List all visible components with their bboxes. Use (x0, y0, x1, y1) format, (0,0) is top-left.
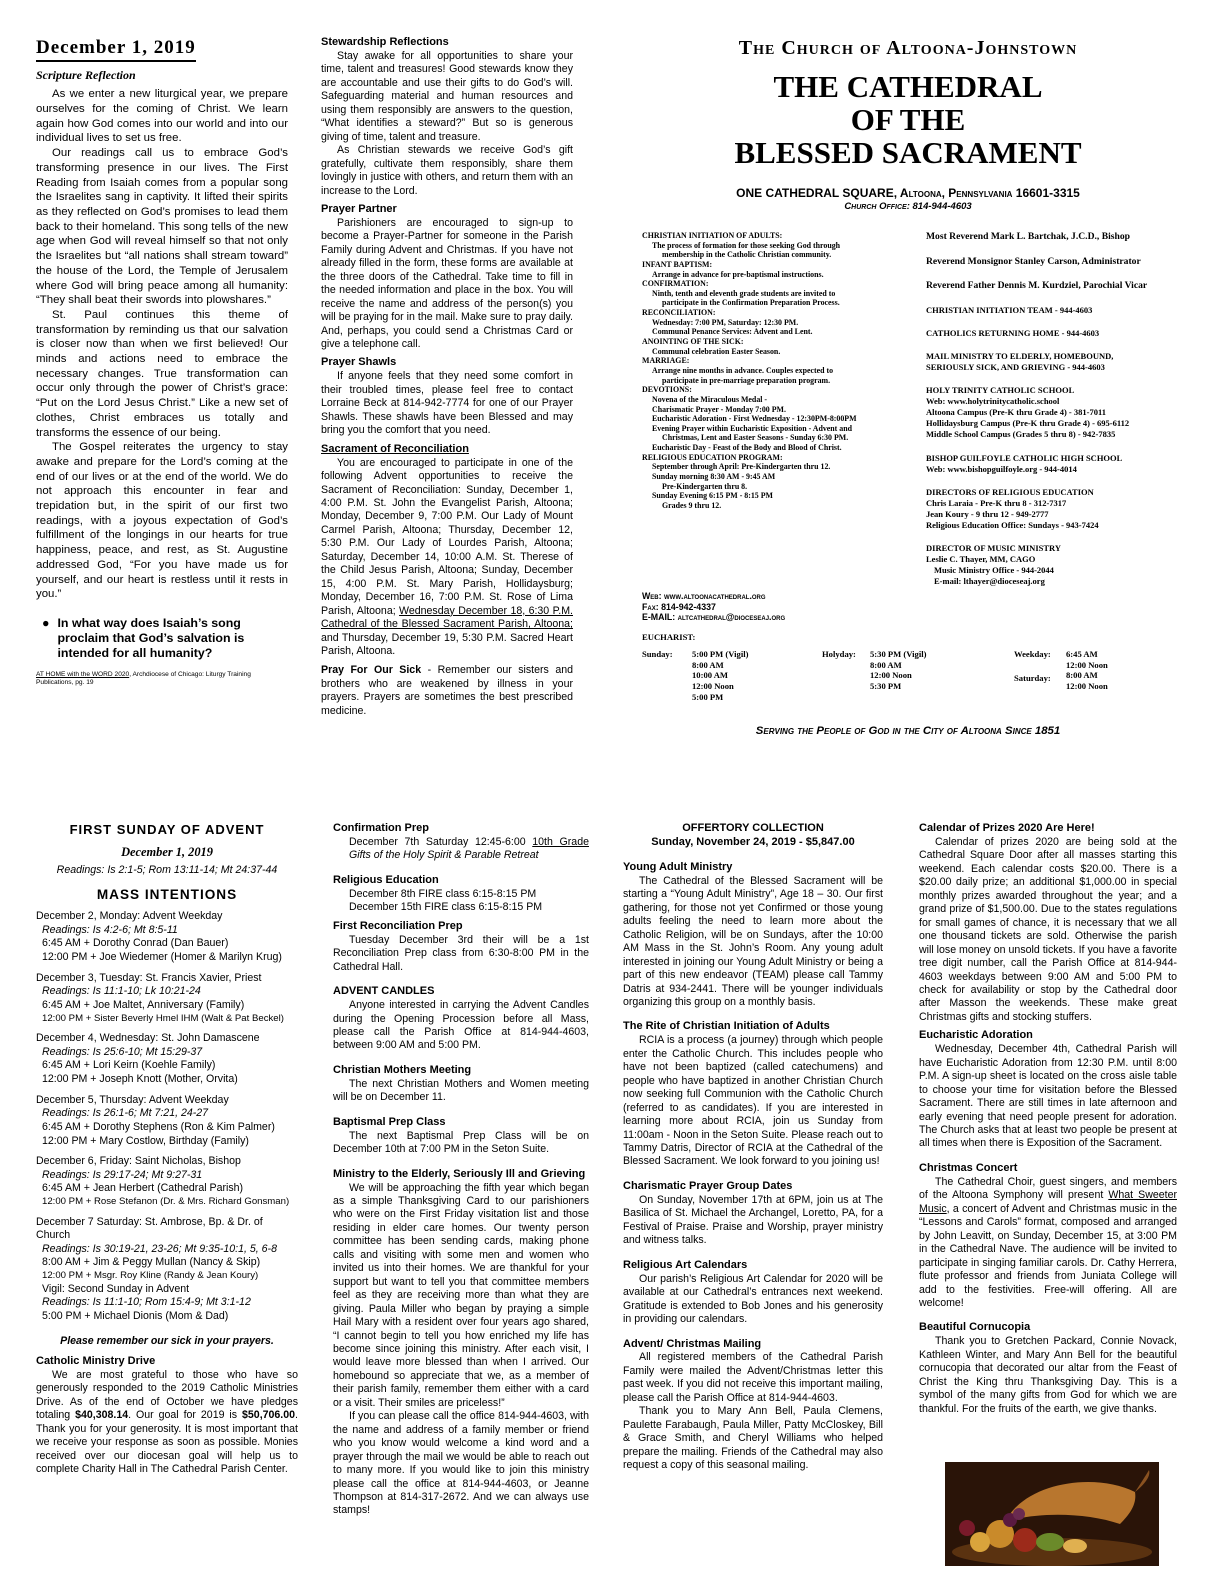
contact-line: HOLY TRINITY CATHOLIC SCHOOL (926, 385, 1075, 396)
sacrament-line: Communal celebration Easter Season. (652, 346, 781, 356)
contact-group (926, 328, 1188, 339)
intention-day (36, 1155, 298, 1208)
masthead (628, 36, 1188, 213)
clergy-vicar: Reverend Father Dennis M. Kurdziel, Parochial Vicar (926, 280, 1148, 292)
rcia-heading: The Rite of Christian Initiation of Adults (623, 1020, 830, 1033)
sacrament-line: Arrange in advance for pre-baptismal instructions. (652, 269, 824, 279)
citation-text: , Archdiocese of Chicago: Liturgy Training Publications, pg. 19 (36, 670, 251, 687)
advent-candles-text: Anyone interested in carrying the Advent Candles during the Opening Procession before all Mass, please call the Parish Office at 814-944-4603, between 9:00 AM and 5:00 PM. (333, 999, 589, 1052)
first-reconciliation-heading: First Reconciliation Prep (333, 919, 463, 932)
reconciliation-text-b: and Thursday, December 19, 5:30 P.M. Sacred Heart Parish, Altoona. (321, 631, 573, 657)
mass-time: 8:00 AM (692, 659, 724, 670)
reconciliation-text (321, 457, 573, 659)
contact-list (926, 305, 1188, 587)
intention-entry: 5:00 PM + Michael Dionis (Mom & Dad) (42, 1309, 229, 1322)
mailing-text: All registered members of the Cathedral Parish Family were mailed the Advent/Christmas letter this past week. If you did not receive this important mailing, please call the Parish Office at 814-944-4603. (623, 1351, 883, 1404)
sacrament-line: Evening Prayer within Eucharistic Exposition - Advent and (652, 423, 852, 433)
intention-entry: 12:00 PM + Mary Costlow, Birthday (Family) (42, 1134, 249, 1147)
intention-day-title: December 4, Wednesday: St. John Damascene (36, 1031, 260, 1044)
sacrament-line: Eucharistic Adoration - First Wednesday - 12:30PM-8:00PM (652, 414, 857, 424)
contact-line: Web: www.bishopguilfoyle.org - 944-4014 (926, 463, 1077, 474)
advent-readings: Readings: Is 2:1-5; Rom 13:11-14; Mt 24:37-44 (56, 864, 278, 877)
intention-entry: 12:00 PM + Joseph Knott (Mother, Orvita) (42, 1072, 238, 1085)
christian-mothers-text: The next Christian Mothers and Women meeting will be on December 11. (333, 1077, 589, 1104)
conf-retreat: Gifts of the Holy Spirit & Parable Retreat (349, 849, 539, 862)
intention-entry: 6:45 AM + Dorothy Conrad (Dan Bauer) (42, 937, 229, 950)
intention-day (36, 910, 298, 965)
intention-entry: 6:45 AM + Jean Herbert (Cathedral Parish) (42, 1182, 244, 1195)
fax-number: Fax: 814-942-4337 (642, 601, 716, 612)
events-column (919, 822, 1177, 1416)
rcia-text: RCIA is a process (a journey) through which people enter the Catholic Church. This includes people who have not been baptized (called catechumens) and people who have baptized in another Christian Church now seeking full Communion with the Catholic Church (referred to as candidates). If you are interested in learning more about RCIA, join us Sunday from 11:00am - Noon in the Seton Suite. Please reach out to Tammy Datris, Director of RCIA at the Cathedral of the Blessed Sacrament. We look forward to you joining us! (623, 1034, 883, 1168)
intention-entry: 12:00 PM + Rose Stefanon (Dr. & Mrs. Richard Gonsman) (42, 1196, 290, 1208)
sacrament-line: Novena of the Miraculous Medal - (652, 394, 768, 404)
website-link[interactable]: Web: www.altoonacathedral.org (642, 591, 766, 601)
concert-title: What Sweeter Music (919, 1189, 1177, 1215)
holyday-label: Holyday: (822, 648, 856, 659)
sacrament-line: Arrange nine months in advance. Couples expected to (652, 365, 834, 375)
stewardship-heading: Stewardship Reflections (321, 36, 449, 48)
young-adult-text: The Cathedral of the Blessed Sacrament will be starting a “Young Adult Ministry”, Age 18 – 30. Our first gathering, for those not yet Confirmed or those young adults feeling the need to learn more about the Catholic Religion, will be on Sundays, after the 10:00 AM Mass in the St. John’s Room. Any young adult interested in joining our Young Adult Ministry or being a part of this new endeavor (TEAM) please call Tammy Datris at 934-2441. There will be younger individuals organizing this group on a monthly basis. (623, 874, 883, 1008)
sacrament-line: Sunday Evening 6:15 PM - 8:15 PM (652, 491, 773, 501)
intention-entry: Readings: Is 11:1-10; Rom 15:4-9; Mt 3:1-12 (42, 1296, 251, 1309)
offertory-amount: Sunday, November 24, 2019 - $5,847.00 (651, 835, 855, 848)
intention-readings: Readings: Is 25:6-10; Mt 15:29-37 (42, 1045, 203, 1058)
religious-ed-heading: Religious Education (333, 873, 439, 886)
bulletin-date-heading: December 1, 2019 (36, 36, 196, 62)
clergy-bishop: Most Reverend Mark L. Bartchak, J.C.D., Bishop (926, 231, 1130, 242)
contact-line: Altoona Campus (Pre-K thru Grade 4) - 381-7011 (926, 407, 1106, 418)
citation (36, 671, 288, 688)
sacrament-line: DEVOTIONS: (642, 385, 692, 395)
intention-entry: 8:00 AM + Jim & Peggy Mullan (Nancy & Skip) (42, 1256, 261, 1269)
mass-time: 12:00 Noon (1066, 681, 1108, 692)
art-calendars-text: Our parish’s Religious Art Calendar for 2020 will be available at our Cathedral’s entrances next weekend. Gratitude is extended to Bob Jones and his generosity in providing our calendars. (623, 1272, 883, 1326)
contact-line: DIRECTOR OF MUSIC MINISTRY (926, 542, 1062, 553)
weekday-label: Weekday: (1014, 648, 1051, 659)
mass-intentions-column (36, 822, 298, 1477)
sacrament-line: September through April: Pre-Kindergarten thru 12. (652, 462, 831, 472)
sacrament-line: The process of formation for those seeking God through (652, 240, 841, 250)
offertory-column (623, 822, 883, 1473)
cornucopia-heading: Beautiful Cornucopia (919, 1321, 1031, 1334)
charismatic-text: On Sunday, November 17th at 6PM, join us at The Basilica of St. Michael the Archangel, Loretto, PA, for a Festival of Praise. Praise and Worship, prayer ministry and witness talks. (623, 1193, 883, 1247)
intention-entry: 6:45 AM + Dorothy Stephens (Ron & Kim Palmer) (42, 1120, 275, 1133)
prayer-shawls-text: If anyone feels that they need some comfort in their troubled times, please feel free to contact Lorraine Beck at 814-942-7774 for one of our Prayer Shawls. These shawls have been Blessed and may bring you the comfort that you need. (321, 370, 573, 437)
citation-link[interactable]: AT HOME with the WORD 2020 (36, 670, 130, 678)
sacrament-line: Sunday morning 8:30 AM - 9:45 AM (652, 472, 776, 482)
intention-readings: Readings: Is 4:2-6; Mt 8:5-11 (42, 923, 178, 936)
contact-group (926, 305, 1188, 316)
sunday-label: Sunday: (642, 648, 673, 659)
intention-readings: Readings: Is 11:1-10; Lk 10:21-24 (42, 985, 201, 998)
sacrament-line: Pre-Kindergarten thru 8. (662, 481, 748, 491)
cathedral-title (628, 71, 1188, 170)
ministry-drive-heading: Catholic Ministry Drive (36, 1354, 156, 1367)
sacrament-line: participate in pre-marriage preparation program. (662, 375, 831, 385)
intention-entry: 6:45 AM + Joe Maltet, Anniversary (Family) (42, 998, 245, 1011)
intention-entry: Vigil: Second Sunday in Advent (42, 1282, 190, 1295)
title-line: THE CATHEDRAL (773, 69, 1043, 105)
concert-text-b: , a concert of Advent and Christmas music in the “Lessons and Carols” format, composed and arranged by John Leavitt, on Sunday, December 15, at 3:00 PM in the Cathedral Nave. The audience will be invited to participate in singing familiar carols. Dr. Cathy Herrera, flute professor and friends from Juniata College will add to the festivities. Free-will offering. All are welcome! (919, 1202, 1177, 1309)
prizes-heading: Calendar of Prizes 2020 Are Here! (919, 822, 1095, 834)
mass-time: 12:00 Noon (1066, 659, 1108, 670)
scripture-reflection-heading: Scripture Reflection (36, 68, 136, 83)
intention-readings: Readings: Is 30:19-21, 23-26; Mt 9:35-10:1, 5, 6-8 (42, 1242, 277, 1255)
offertory-heading: OFFERTORY COLLECTION (682, 822, 824, 834)
eucharist-schedule (642, 632, 1188, 703)
cmd-text-b: . Our goal for 2019 is (128, 1409, 243, 1422)
prayer-partner-text: Parishioners are encouraged to sign-up to become a Prayer-Partner for someone in the Parish Family during Advent and Christmas. If you have not already filled in the form, these forms are available at the three doors of the Cathedral. Take time to fill in the needed information and place in the box. You will receive the name and address of the person(s) you will be praying for in the mail. Make sure to pray daily. And, perhaps, you could send a Christmas Card or give a telephone call. (321, 216, 573, 350)
elderly-ministry-text: We will be approaching the fifth year which began as a simple Thanksgiving Card to our parishioners who were on the First Friday visitation list and those residing in elder care homes. Our twenty person committee has been sending cards, making phone calls and visiting with some men and women who invited us into their homes. We are thankful for your support but want to tell you that committee members feel as they are receiving more than what they are giving. Paula Miller who began by praying a simple Hail Mary with a resident over four years ago shared, “I cannot begin to tell you how enriched my life has become since joining this ministry. After each visit, I would leave more blessed than when I arrived. Our homebound so appreciate that we, as a member of their parish family, remember them either with a card or a visit. Their smiles are priceless!” (333, 1181, 589, 1409)
baptismal-prep-heading: Baptismal Prep Class (333, 1115, 446, 1128)
contact-group (926, 385, 1188, 440)
announcements-column-top (321, 36, 573, 718)
eucharist-label: EUCHARIST: (642, 632, 696, 642)
mass-time: 5:00 PM (Vigil) (692, 648, 749, 659)
web-contact (642, 591, 902, 623)
sacrament-line: CONFIRMATION: (642, 279, 709, 289)
ministry-drive-text (36, 1369, 298, 1477)
reflection-paragraph: As we enter a new liturgical year, we prepare ourselves for the coming of Christ. We learn again how God comes into our world and into our individual lives to set us free. (36, 88, 288, 145)
reconciliation-text-a: You are encouraged to participate in one of the following Advent opportunities to receive the Sacrament of Reconciliation: Sunday, December 1, 4:00 P.M. St. John the Evangelist Parish, Altoona; Monday, December 9, 7:00 P.M. Our Lady of Mount Carmel Parish, Altoona; Thursday, December 12, 5:30 P.M. Our Lady of Lourdes Parish, Altoona; Saturday, December 14, 10:00 A.M. St. Therese of the Child Jesus Parish, Altoona; Sunday, December 15, 4:00 P.M. St. Mary Parish, Hollidaysburg; Monday, December 16, 7:00 P.M. St. Rose of Lima Parish, Altoona; (321, 456, 573, 617)
office-phone: Church Office: 814-944-4603 (844, 201, 972, 213)
contact-line: DIRECTORS OF RELIGIOUS EDUCATION (926, 486, 1094, 497)
baptismal-prep-text: The next Baptismal Prep Class will be on December 10th at 7:00 PM in the Seton Suite. (333, 1129, 589, 1156)
intention-readings: Readings: Is 26:1-6; Mt 7:21, 24-27 (42, 1107, 209, 1120)
contact-line: CHRISTIAN INITIATION TEAM - 944-4603 (926, 305, 1093, 316)
contact-line: Chris Laraia - Pre-K thru 8 - 312-7317 (926, 497, 1067, 508)
intention-readings: Readings: Is 29:17-24; Mt 9:27-31 (42, 1168, 203, 1181)
sacrament-line: participate in the Confirmation Preparation Process. (662, 298, 840, 308)
sick-reminder: Please remember our sick in your prayers. (60, 1335, 274, 1348)
saturday-times (1066, 670, 1176, 691)
sacrament-line: CHRISTIAN INITIATION OF ADULTS: (642, 231, 783, 240)
saturday-label: Saturday: (1014, 672, 1051, 683)
intention-day (36, 1216, 298, 1324)
contact-group (926, 487, 1188, 531)
concert-text-a: The Cathedral Choir, guest singers, and members of the Altoona Symphony will present (919, 1175, 1177, 1202)
sacrament-line: RELIGIOUS EDUCATION PROGRAM: (642, 452, 783, 462)
holyday-times (870, 649, 1014, 703)
pray-for-sick-text: - Remember our sisters and brothers who are weakened by illness in your prayers. Prayers are sometimes the best prescribed medicine. (321, 664, 573, 717)
advent-heading: FIRST SUNDAY OF ADVENT (69, 822, 265, 837)
elderly-ministry-heading: Ministry to the Elderly, Seriously Ill and Grieving (333, 1167, 586, 1180)
intention-entry: 6:45 AM + Lori Keirn (Koehle Family) (42, 1059, 216, 1072)
contact-line: Jean Koury - 9 thru 12 - 949-2777 (926, 508, 1049, 519)
advent-date: December 1, 2019 (121, 844, 213, 859)
intention-day-title: December 6, Friday: Saint Nicholas, Bishop (36, 1155, 241, 1168)
pledges-amount: $40,308.14 (75, 1409, 129, 1422)
sacrament-line: Communal Penance Services: Advent and Lent. (652, 327, 813, 337)
clergy-administrator: Reverend Monsignor Stanley Carson, Administrator (926, 255, 1141, 267)
reflection-paragraph: St. Paul continues this theme of transformation by reminding us that our salvation is closer now than when we first believed! Our minds and actions need to embrace the necessary changes. True transformation can occur only through the power of Christ’s grace: “Put on the Lord Jesus Christ.” Like a new set of clothes, Christ embraces us totally and transforms the essence of our being. (36, 308, 288, 439)
sacrament-line: MARRIAGE: (642, 356, 690, 366)
elderly-ministry-text: If you can please call the office 814-944-4603, with the name and address of a family member or friend who you know would welcome a kind word and a prayer through the mail we would be able to reach out to many more. If you would like to join this ministry please call the office at 814-944-4603, or Jeanne Thompson at 814-317-2672. And we can always use stamps! (333, 1410, 589, 1517)
sacrament-line: Grades 9 thru 12. (662, 500, 722, 510)
confirmation-heading: Confirmation Prep (333, 822, 429, 834)
christian-mothers-heading: Christian Mothers Meeting (333, 1063, 472, 1076)
reflection-paragraph: Our readings call us to embrace God’s transforming presence in our lives. The First Reading from Isaiah comes from a popular song the Israelites sang in captivity. It lifted their spirits as they reflected on God’s promises to lead them back to their homeland. This song tells of the new age when God will reveal himself so that not only the Israelites but “all nations shall stream toward” the house of the Lord, the Temple of Jerusalem where God will bring peace among all humanity: “They shall beat their swords into plowshares.” (36, 147, 288, 307)
contact-group (926, 453, 1188, 475)
question-text: In what way does Isaiah’s song proclaim that God’s salvation is intended for all humanity? (57, 615, 245, 660)
contact-line: BISHOP GUILFOYLE CATHOLIC HIGH SCHOOL (926, 452, 1123, 463)
intention-day (36, 972, 298, 1025)
prayer-partner-heading: Prayer Partner (321, 202, 397, 215)
bullet-icon: ● (42, 615, 50, 630)
religious-ed-line: December 15th FIRE class 6:15-8:15 PM (349, 901, 543, 914)
sacrament-line: RECONCILIATION: (642, 308, 716, 318)
reconciliation-cathedral-date: Wednesday December 18, 6:30 P.M. Cathedral of the Blessed Sacrament Parish, Altoona; (321, 604, 573, 631)
stewardship-paragraph: As Christian stewards we receive God’s gift gratefully, cultivate them responsibly, share them lovingly in justice with others, and return them with an increase to the Lord. (321, 144, 573, 197)
mass-time: 12:00 Noon (692, 681, 734, 692)
cornucopia-image (945, 1462, 1159, 1566)
mass-time: 10:00 AM (692, 670, 729, 681)
contact-group (926, 351, 1188, 373)
mass-time: 6:45 AM (1066, 648, 1098, 659)
sacrament-line: Ninth, tenth and eleventh grade students are invited to (652, 288, 836, 298)
sacrament-line: Christmas, Lent and Easter Seasons - Sunday 6:30 PM. (662, 433, 849, 443)
charismatic-heading: Charismatic Prayer Group Dates (623, 1179, 793, 1192)
eucharist-grid (642, 649, 1188, 703)
adoration-heading: Eucharistic Adoration (919, 1029, 1033, 1042)
intention-day-title: December 7 Saturday: St. Ambrose, Bp. & Dr. of Church (36, 1215, 263, 1242)
title-line: OF THE (850, 102, 966, 138)
stewardship-paragraph: Stay awake for all opportunities to share your time, talent and treasures! Good stewards know they are accountable and use their gifts to do God’s will. Safeguarding material and human resources and using them responsibly are answers to the question, “What identifies a steward?” But so is generous giving of time, talent and treasure. (321, 49, 573, 143)
adoration-text: Wednesday, December 4th, Cathedral Parish will have Eucharistic Adoration from 12:30 P.M. until 8:00 P.M. A sign-up sheet is located on the cross aisle table to choose your time for visitation before the Blessed Sacrament. There are still times in late afternoon and early evening that need people present for adoration. The Church asks that at least two people be present at all times when there is Exposition of the Sacrament. (919, 1043, 1177, 1150)
concert-text (919, 1176, 1177, 1311)
cmd-text-c: . Thank you for your generosity. It is most important that we receive your response as soon as possible. Monies received over our diocesan goal will help us to complete Charity Hall in The Cathedral Parish Center. (36, 1409, 298, 1476)
intention-entry: 12:00 PM + Msgr. Roy Kline (Randy & Jean Koury) (42, 1270, 259, 1282)
mailing-heading: Advent/ Christmas Mailing (623, 1337, 762, 1350)
intention-day (36, 1094, 298, 1149)
mass-time: 5:30 PM (870, 681, 902, 692)
contact-line: MAIL MINISTRY TO ELDERLY, HOMEBOUND, (926, 351, 1114, 362)
concert-heading: Christmas Concert (919, 1161, 1018, 1174)
contact-line: SERIOUSLY SICK, AND GRIEVING - 944-4603 (926, 362, 1105, 373)
weekday-times (1066, 649, 1176, 670)
sacrament-line: Wednesday: 7:00 PM, Saturday: 12:30 PM. (652, 317, 799, 327)
sacrament-line: Eucharistic Day - Feast of the Body and Blood of Christ. (652, 443, 842, 453)
intention-day-title: December 5, Thursday: Advent Weekday (36, 1093, 229, 1106)
conf-text-a: December 7th Saturday 12:45-6:00 (349, 835, 533, 848)
contact-line: Religious Education Office: Sundays - 943-7424 (926, 519, 1099, 530)
church-name: The Church of Altoona-Johnstown (738, 37, 1078, 59)
advent-candles-heading: ADVENT CANDLES (333, 985, 435, 998)
first-reconciliation-text: Tuesday December 3rd their will be a 1st Reconciliation Prep class from 6:30-8:00 PM in the Cathedral Hall. (333, 933, 589, 973)
clergy-and-contacts (926, 231, 1188, 587)
intention-entry: 12:00 PM + Sister Beverly Hmel IHM (Walt & Pat Beckel) (42, 1012, 284, 1024)
email-link[interactable]: E-MAIL: altcathedral@dioceseaj.org (642, 612, 786, 623)
mass-intentions-heading: MASS INTENTIONS (96, 886, 238, 902)
weekday-saturday-labels (1014, 649, 1066, 703)
contact-line: Web: www.holytrinitycatholic.school (926, 396, 1060, 407)
contact-line: Hollidaysburg Campus (Pre-K thru Grade 4) - 695-6112 (926, 418, 1130, 429)
conf-grade: 10th Grade (532, 835, 589, 848)
contact-line: Leslie C. Thayer, MM, CAGO (926, 553, 1036, 564)
reconciliation-heading: Sacrament of Reconciliation (321, 442, 469, 455)
mass-time: 5:00 PM (692, 691, 724, 702)
prizes-text: Calendar of prizes 2020 are being sold at the Cathedral Square Door after all masses starting this weekend. Each calendar costs $20.00. There is a $20.00 daily prize; an additional $1,000.00 in special monthly prizes awarded throughout the year; and a grand prize of $1,500.00. Due to the states regulations for small games of chance, it is necessary that we all one thousand tickets are sold. Otherwise the parish will lose money on unsold tickets. If you have a favorite tree digit number, call the Parish Office at 814-944-4603 weekdays between 9:00 AM and 5:00 PM to check for availability or stop by the Cathedral door after Masson the weekends. These make great Christmas gifts and stocking stuffers. (919, 835, 1177, 1023)
art-calendars-heading: Religious Art Calendars (623, 1258, 748, 1271)
religious-ed-line: December 8th FIRE class 6:15-8:15 PM (349, 887, 537, 900)
confirmation-text (333, 836, 589, 863)
mailing-text: Thank you to Mary Ann Bell, Paula Clemens, Paulette Farabaugh, Paula Miller, Patty McCloskey, Bill & Grace Smith, and Cheryl Williams who helped prepare the mailing. Friends of the Cathedral may also request a copy of this seasonal mailing. (623, 1405, 883, 1472)
prayer-shawls-heading: Prayer Shawls (321, 356, 397, 369)
title-line: BLESSED SACRAMENT (734, 135, 1082, 171)
sacraments-list (642, 231, 900, 511)
weekday-saturday-times (1066, 649, 1176, 703)
mass-time: 8:00 AM (1066, 670, 1098, 681)
intention-day-title: December 3, Tuesday: St. Francis Xavier, Priest (36, 971, 262, 984)
sacrament-line: Charismatic Prayer - Monday 7:00 PM. (652, 404, 786, 414)
parish-news-column (333, 822, 589, 1518)
mass-time: 8:00 AM (870, 659, 902, 670)
cornucopia-text: Thank you to Gretchen Packard, Connie Novack, Kathleen Winter, and Mary Ann Bell for the beautiful cornucopia that decorated our altar from the Feast of Christ the King thru Thanksgiving Day. This is a symbol of the many gifts from God for which we are thankful. For the fruits of the earth, we give thanks. (919, 1335, 1177, 1415)
intention-day-title: December 2, Monday: Advent Weekday (36, 909, 223, 922)
sacrament-line: INFANT BAPTISM: (642, 259, 713, 269)
reflection-paragraph: The Gospel reiterates the urgency to stay awake and prepare for the Lord’s coming at the end of our lives or at the end of the world. We do not approach this encounter in fear and trepidation but, in the spirit of our first two readings, with a joyous expectation of God’s fulfillment of the longings in our hearts for true happiness, peace, and rest, as St. Augustine addressed God, “For you have made us for yourself, and our heart is restless until it rests in you.” (36, 441, 288, 601)
mass-time: 5:30 PM (Vigil) (870, 648, 927, 659)
serving-tagline: Serving the People of God in the City of Altoona Since 1851 (755, 725, 1061, 737)
contact-line: Middle School Campus (Grades 5 thru 8) - 942-7835 (926, 429, 1116, 440)
address: ONE CATHEDRAL SQUARE, Altoona, Pennsylvania 16601-3315 (736, 185, 1080, 200)
sunday-times (692, 649, 822, 703)
pray-for-sick-heading: Pray For Our Sick (321, 664, 422, 677)
contact-line: E-mail: lthayer@dioceseaj.org (934, 575, 1045, 586)
sacrament-line: membership in the Catholic Christian community. (662, 250, 832, 260)
goal-amount: $50,706.00 (242, 1409, 296, 1422)
young-adult-heading: Young Adult Ministry (623, 860, 733, 873)
contact-line: CATHOLICS RETURNING HOME - 944-4603 (926, 328, 1100, 339)
reflection-question (36, 616, 288, 661)
intention-day (36, 1032, 298, 1087)
intention-entry: 12:00 PM + Joe Wiedemer (Homer & Marilyn Krug) (42, 950, 282, 963)
mass-time: 12:00 Noon (870, 670, 912, 681)
scripture-reflection-column (36, 36, 288, 688)
intentions-list (36, 910, 298, 1324)
pray-for-sick (321, 664, 573, 718)
sacrament-line: ANOINTING OF THE SICK: (642, 337, 744, 347)
contact-group (926, 543, 1188, 587)
contact-line: Music Ministry Office - 944-2044 (934, 564, 1054, 575)
cmd-text-a: We are most grateful to those who have so generously responded to the 2019 Catholic Ministries Drive. As of the end of October we have pledges totaling (36, 1368, 298, 1422)
